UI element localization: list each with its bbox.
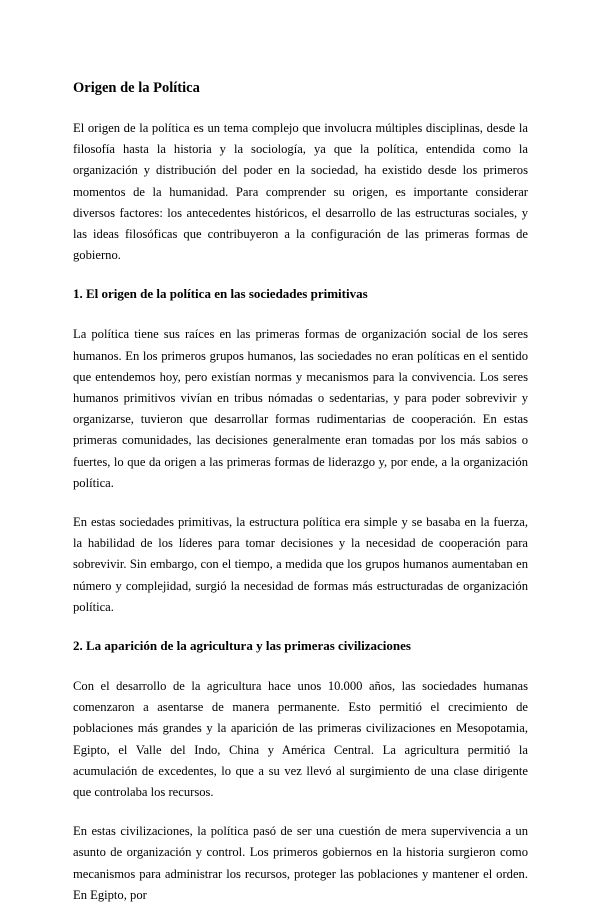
section-1-paragraph-1: La política tiene sus raíces en las primeras formas de organización social de los seres humanos. En los primeros grupos humanos, las sociedades no eran políticas en el sentido que entendemos hoy, pero existían normas y mecanismos para la convivencia. Los seres humanos primitivos vivían en tribus nómadas o sedentarias, y para poder sobrevivir y organizarse, tuvieron que desarrollar formas rudimentarias de cooperación. En estas primeras comunidades, las decisiones generalmente eran tomadas por los más sabios o fuertes, lo que da origen a las primeras formas de liderazgo y, por ende, a la organización política. <box>73 327 528 490</box>
document-page <box>73 78 528 906</box>
section-2-paragraph-1: Con el desarrollo de la agricultura hace unos 10.000 años, las sociedades humanas comenzaron a asentarse de manera permanente. Esto permitió el crecimiento de poblaciones más grandes y la aparición de las primeras civilizaciones en Mesopotamia, Egipto, el Valle del Indo, China y América Central. La agricultura permitió la acumulación de excedentes, lo que a su vez llevó al surgimiento de una clase dirigente que controlaba los recursos. <box>73 679 528 800</box>
section-heading-1: 1. El origen de la política en las sociedades primitivas <box>73 286 368 302</box>
document-title: Origen de la Política <box>73 80 200 96</box>
section-1-paragraph-2: En estas sociedades primitivas, la estructura política era simple y se basaba en la fuerza, la habilidad de los líderes para tomar decisiones y la necesidad de cooperación para sobrevivir. Sin embargo, con el tiempo, a medida que los grupos humanos aumentaban en número y complejidad, surgió la necesidad de formas más estructuradas de organización política. <box>73 515 528 614</box>
intro-paragraph: El origen de la política es un tema complejo que involucra múltiples disciplinas, desde la filosofía hasta la historia y la sociología, ya que la política, entendida como la organización y distribución del poder en la sociedad, ha existido desde los primeros momentos de la humanidad. Para comprender su origen, es importante considerar diversos factores: los antecedentes históricos, el desarrollo de las estructuras sociales, y las ideas filosóficas que contribuyeron a la configuración de las primeras formas de gobierno. <box>73 121 528 263</box>
section-2-paragraph-2: En estas civilizaciones, la política pasó de ser una cuestión de mera supervivencia a un asunto de organización y control. Los primeros gobiernos en la historia surgieron como mecanismos para administrar los recursos, proteger las poblaciones y mantener el orden. En Egipto, por <box>73 824 528 902</box>
section-heading-2: 2. La aparición de la agricultura y las primeras civilizaciones <box>73 638 411 654</box>
